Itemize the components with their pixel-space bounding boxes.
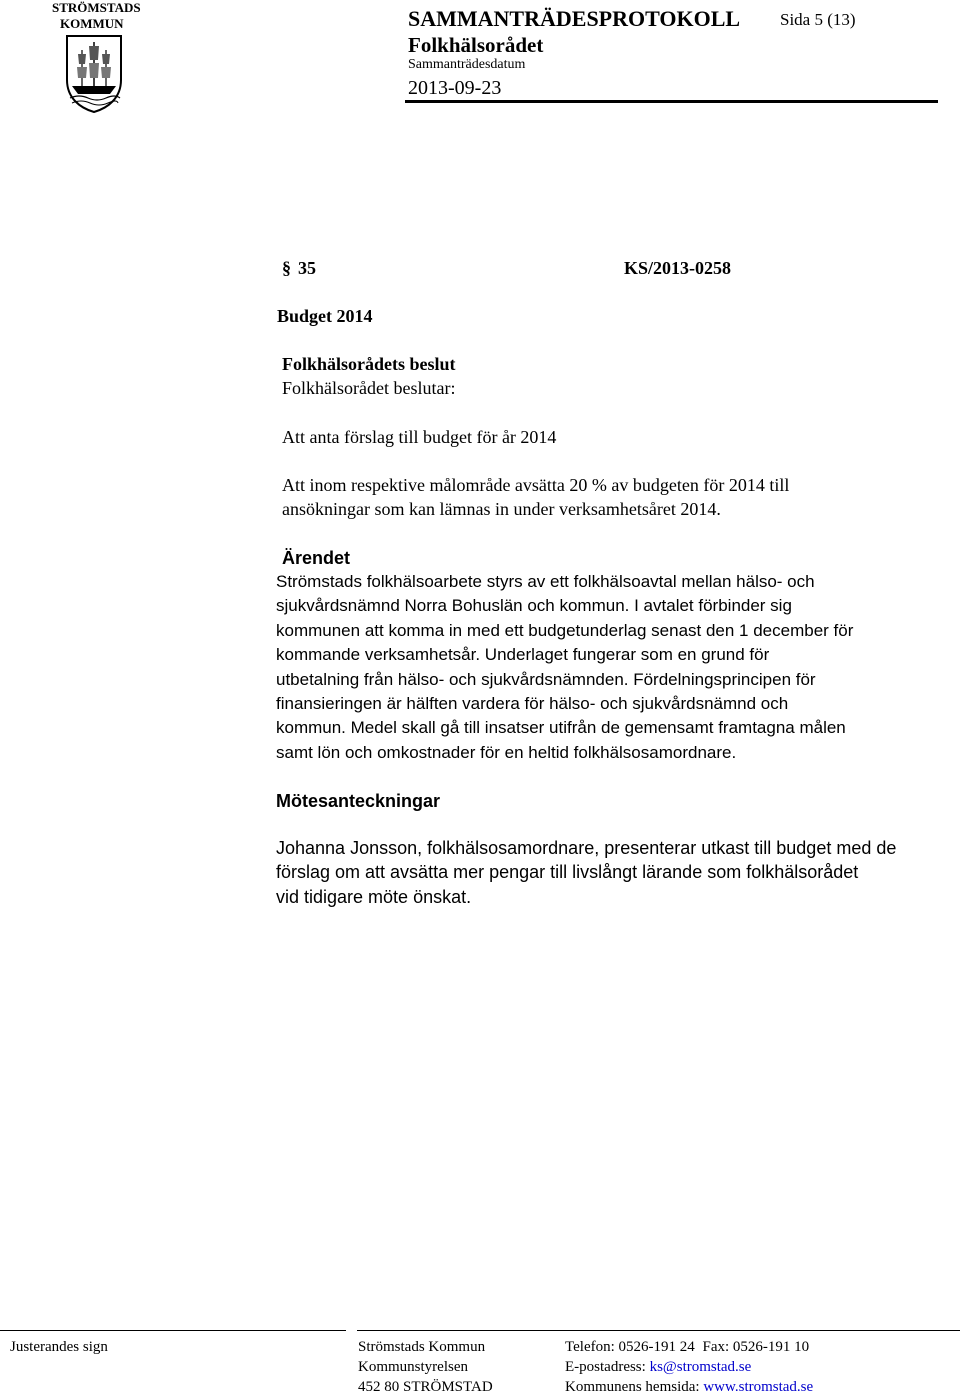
notes-line: förslag om att avsätta mer pengar till livslångt lärande som folkhälsorådet — [276, 862, 859, 883]
matter-paragraph — [276, 570, 940, 765]
justering-sign-label: Justerandes sign — [10, 1339, 108, 1355]
notes-line: vid tidigare möte önskat. — [276, 886, 472, 907]
decision-point-2: Att inom respektive målområde avsätta 20 % av budgeten för 2014 till — [282, 475, 790, 495]
matter-line: finansieringen är hälften vardera för hälso- och sjukvårdsnämnd och — [276, 694, 789, 714]
address-line-2: Kommunstyrelsen — [358, 1359, 468, 1375]
date-label: Sammanträdesdatum — [408, 57, 526, 72]
phone-number: Telefon: 0526-191 24 — [565, 1339, 695, 1355]
page-number: 5 (13) — [814, 10, 856, 29]
email-label: E-postadress: — [565, 1359, 646, 1375]
phone-line — [565, 1337, 809, 1357]
item-number: 35 — [298, 258, 316, 278]
date-value: 2013-09-23 — [408, 77, 502, 99]
address-line-1: Strömstads Kommun — [358, 1339, 486, 1355]
matter-line: sjukvårdsnämnd Norra Bohuslän och kommun. I avtalet förbinder sig — [276, 596, 792, 616]
item-title: Budget 2014 — [277, 306, 373, 326]
section-sign: § — [282, 258, 291, 278]
fax-number: Fax: 0526-191 10 — [702, 1339, 810, 1355]
body-name: Folkhälsorådet — [408, 33, 544, 57]
matter-line: Strömstads folkhälsoarbete styrs av ett folkhälsoavtal mellan hälso- och — [276, 572, 815, 591]
municipal-crest-ship-icon — [64, 34, 124, 114]
footer-rule-right — [357, 1330, 960, 1331]
matter-line: utbetalning från hälso- och sjukvårdsnämnden. Fördelningsprincipen för — [276, 669, 816, 689]
decision-point-2-cont: ansökningar som kan lämnas in under verksamhetsåret 2014. — [282, 499, 721, 519]
page-indicator — [780, 10, 856, 30]
page-label: Sida — [780, 10, 811, 29]
notes-heading: Mötesanteckningar — [276, 791, 441, 811]
website-label: Kommunens hemsida: — [565, 1379, 700, 1395]
website-line — [565, 1377, 813, 1397]
header-rule — [405, 100, 938, 103]
email-line — [565, 1357, 751, 1377]
decision-point-1: Att anta förslag till budget för år 2014 — [282, 427, 557, 447]
matter-line: kommun. Medel skall gå till insatser utifrån de gemensamt framtagna målen — [276, 718, 846, 738]
matter-line: samt lön och omkostnader för en heltid folkhälsosamordnare. — [276, 742, 737, 762]
website-link[interactable]: www.stromstad.se — [703, 1379, 814, 1395]
case-reference: KS/2013-0258 — [624, 258, 732, 278]
org-name-line1: STRÖMSTADS — [52, 0, 141, 15]
address-line-3: 452 80 STRÖMSTAD — [358, 1379, 493, 1395]
matter-heading: Ärendet — [282, 548, 351, 568]
footer-rule-left — [0, 1330, 346, 1331]
doc-title: SAMMANTRÄDESPROTOKOLL — [408, 6, 741, 31]
decision-heading: Folkhälsorådets beslut — [282, 354, 456, 374]
notes-line: Johanna Jonsson, folkhälsosamordnare, presenterar utkast till budget med de — [276, 838, 897, 858]
notes-paragraph — [276, 836, 940, 909]
matter-line: kommande verksamhetsår. Underlaget fungerar som en grund för — [276, 645, 770, 665]
decision-intro: Folkhälsorådet beslutar: — [282, 378, 456, 398]
email-link[interactable]: ks@stromstad.se — [649, 1359, 752, 1375]
matter-line: kommunen att komma in med ett budgetunderlag senast den 1 december för — [276, 620, 854, 640]
org-name-line2: KOMMUN — [60, 16, 124, 31]
